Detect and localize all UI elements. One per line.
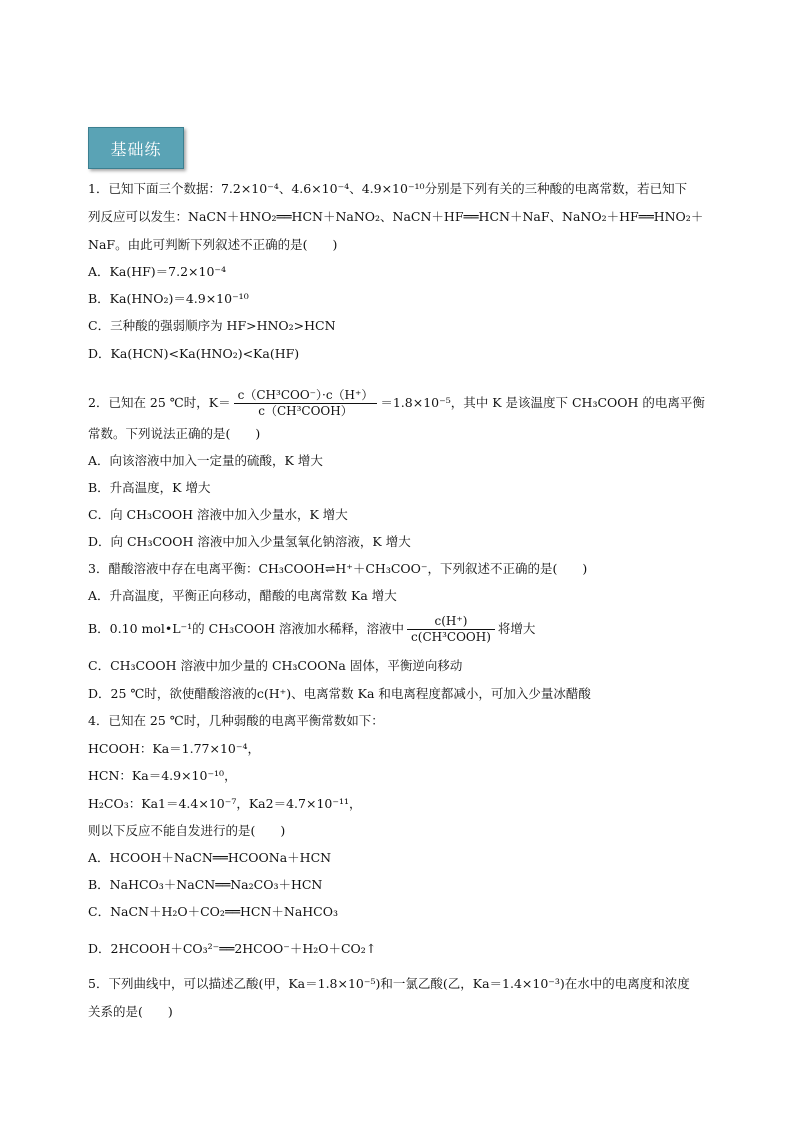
text-line: B．NaHCO₃＋NaCN══Na₂CO₃＋HCN xyxy=(88,877,323,892)
text-line: 常数。下列说法正确的是( ) xyxy=(88,426,261,441)
text-line: C．NaCN＋H₂O＋CO₂══HCN＋NaHCO₃ xyxy=(88,904,339,919)
text-line: A．Ka(HF)＝7.2×10⁻⁴ xyxy=(88,264,227,279)
text-line: NaF。由此可判断下列叙述不正确的是( ) xyxy=(88,237,338,252)
q3b-fraction xyxy=(407,614,495,645)
q2-fraction xyxy=(234,388,378,419)
text-line: C．CH₃COOH 溶液中加少量的 CH₃COONa 固体，平衡逆向移动 xyxy=(88,658,463,673)
q3b-denominator: c(CH³COOH) xyxy=(411,630,491,644)
text-line: D．25 ℃时，欲使醋酸溶液的c(H⁺)、电离常数 Ka 和电离程度都减小，可加入少量冰醋酸 xyxy=(88,686,591,701)
section-title-badge: 基础练 xyxy=(88,127,184,169)
q2-denominator: c（CH³COOH） xyxy=(258,404,353,418)
text-line: C．向 CH₃COOH 溶液中加入少量水，K 增大 xyxy=(88,507,348,522)
text-line: 5．下列曲线中，可以描述乙酸(甲，Ka＝1.8×10⁻⁵)和一氯乙酸(乙，Ka＝1.4×10⁻³)在水中的电离度和浓度 xyxy=(88,976,690,991)
text-line: 3．醋酸溶液中存在电离平衡：CH₃COOH⇌H⁺＋CH₃COO⁻，下列叙述不正确的是( ) xyxy=(88,561,588,576)
text-line: C．三种酸的强弱顺序为 HF>HNO₂>HCN xyxy=(88,318,336,333)
q2-prefix: 2．已知在 25 ℃时，K＝ xyxy=(88,395,231,410)
text-line: 则以下反应不能自发进行的是( ) xyxy=(88,823,286,838)
q2-suffix: ＝1.8×10⁻⁵，其中 K 是该温度下 CH₃COOH 的电离平衡 xyxy=(380,395,705,410)
q3b-suffix: 将增大 xyxy=(497,621,536,636)
text-line: A．向该溶液中加入一定量的硫酸，K 增大 xyxy=(88,453,323,468)
text-line: H₂CO₃：Ka1＝4.4×10⁻⁷，Ka2＝4.7×10⁻¹¹， xyxy=(88,796,362,811)
text-line: A．升高温度，平衡正向移动，醋酸的电离常数 Ka 增大 xyxy=(88,588,397,603)
text-line: 列反应可以发生：NaCN＋HNO₂══HCN＋NaNO₂、NaCN＋HF══HCN＋NaF、NaNO₂＋HF══HNO₂＋ xyxy=(88,209,704,224)
text-line: A．HCOOH＋NaCN══HCOONa＋HCN xyxy=(88,850,332,865)
text-line: 关系的是( ) xyxy=(88,1004,173,1019)
text-line: B．升高温度，K 增大 xyxy=(88,480,211,495)
text-line: B．Ka(HNO₂)＝4.9×10⁻¹⁰ xyxy=(88,291,249,306)
text-line: HCN：Ka＝4.9×10⁻¹⁰， xyxy=(88,768,237,783)
q3-option-b xyxy=(88,614,535,645)
text-line: D．向 CH₃COOH 溶液中加入少量氢氧化钠溶液，K 增大 xyxy=(88,534,411,549)
q2-numerator: c（CH³COO⁻）·c（H⁺） xyxy=(234,388,378,404)
q3b-numerator: c(H⁺) xyxy=(407,614,495,630)
text-line: 1．已知下面三个数据：7.2×10⁻⁴、4.6×10⁻⁴、4.9×10⁻¹⁰分别是下列有关的三种酸的电离常数，若已知下 xyxy=(88,181,688,196)
q2-stem-line xyxy=(88,388,705,419)
text-line: HCOOH：Ka＝1.77×10⁻⁴， xyxy=(88,741,260,756)
text-line: D．Ka(HCN)<Ka(HNO₂)<Ka(HF) xyxy=(88,346,300,361)
text-line: D．2HCOOH＋CO₃²⁻══2HCOO⁻＋H₂O＋CO₂↑ xyxy=(88,941,377,956)
text-line: 4．已知在 25 ℃时，几种弱酸的电离平衡常数如下： xyxy=(88,713,384,728)
q3b-prefix: B．0.10 mol•L⁻¹的 CH₃COOH 溶液加水稀释，溶液中 xyxy=(88,621,405,636)
